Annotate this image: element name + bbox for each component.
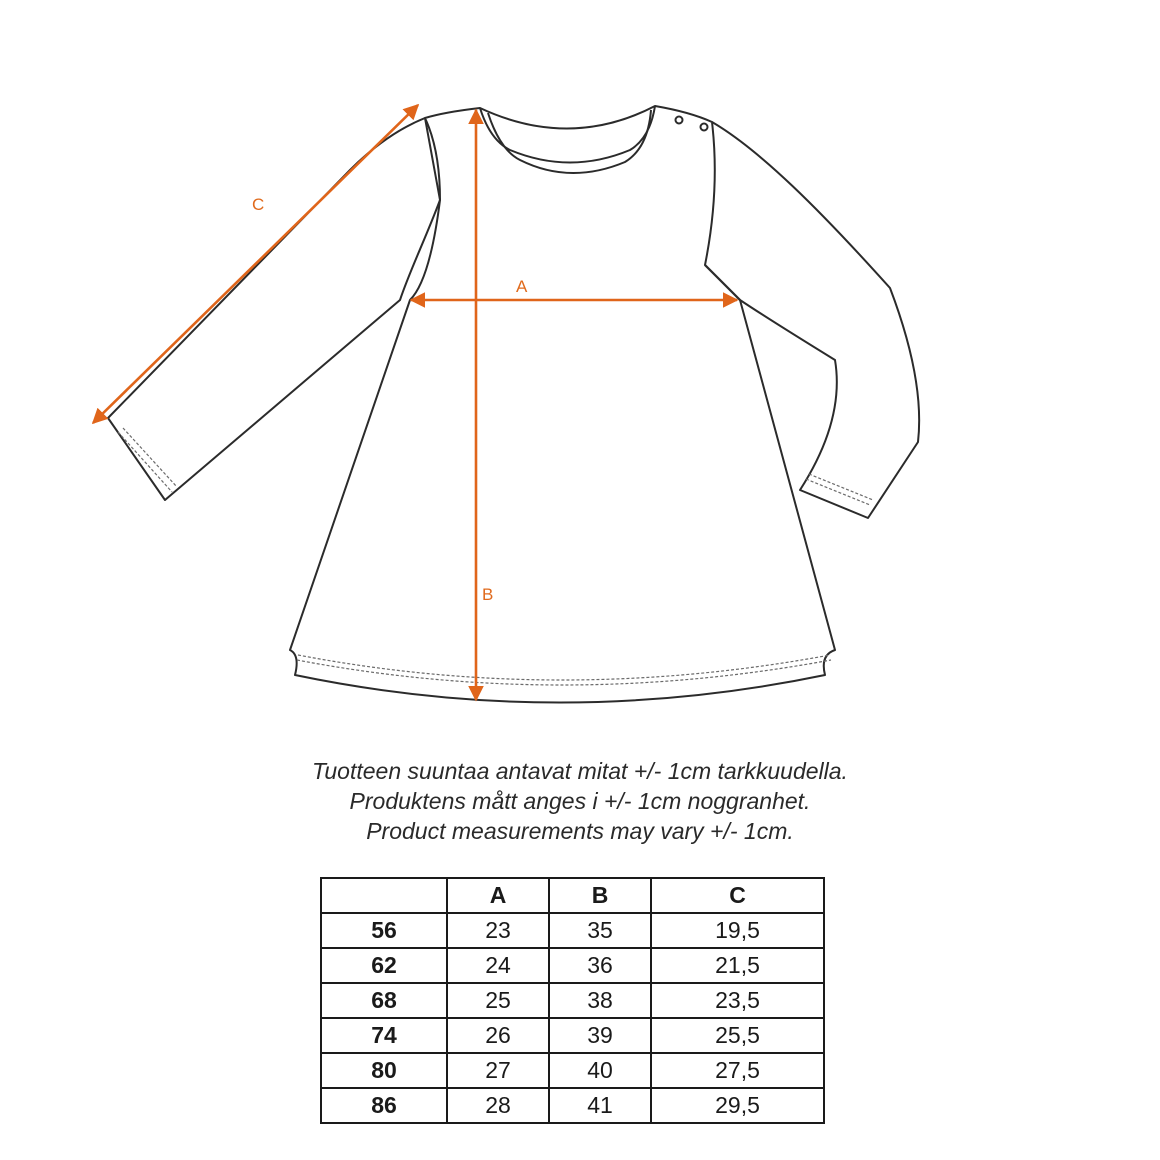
table-row: [321, 1053, 824, 1088]
right-sleeve: [705, 122, 919, 518]
measurement-notes: [0, 756, 1160, 846]
arrow-c: [93, 105, 418, 423]
dimension-arrows: [93, 105, 737, 700]
left-cuff-stitch: [118, 428, 177, 492]
neckline: [480, 106, 655, 163]
note-finnish: Tuotteen suuntaa antavat mitat +/- 1cm tarkkuudella.: [312, 758, 848, 784]
table-row: [321, 913, 824, 948]
value-c-cell: 19,5: [651, 913, 824, 948]
value-c-cell: 25,5: [651, 1018, 824, 1053]
size-cell: 62: [321, 948, 447, 983]
note-english: Product measurements may vary +/- 1cm.: [366, 818, 794, 844]
size-cell: 68: [321, 983, 447, 1018]
dress-body: [290, 106, 835, 703]
value-a-cell: 24: [447, 948, 549, 983]
value-c-cell: 23,5: [651, 983, 824, 1018]
value-b-cell: 41: [549, 1088, 651, 1123]
table-row: [321, 1018, 824, 1053]
value-b-cell: 38: [549, 983, 651, 1018]
note-swedish: Produktens mått anges i +/- 1cm noggranhet.: [349, 788, 811, 814]
table-row: [321, 948, 824, 983]
snap-button: [676, 117, 683, 124]
value-b-cell: 39: [549, 1018, 651, 1053]
right-cuff-stitch: [806, 474, 873, 505]
table-corner-cell: [321, 878, 447, 913]
size-cell: 56: [321, 913, 447, 948]
size-cell: 80: [321, 1053, 447, 1088]
label-a: A: [516, 277, 528, 296]
column-header-a: A: [447, 878, 549, 913]
size-cell: 74: [321, 1018, 447, 1053]
hem-stitch: [297, 655, 831, 685]
column-header-b: B: [549, 878, 651, 913]
value-b-cell: 36: [549, 948, 651, 983]
left-sleeve: [108, 118, 440, 500]
value-a-cell: 28: [447, 1088, 549, 1123]
size-cell: 86: [321, 1088, 447, 1123]
value-c-cell: 29,5: [651, 1088, 824, 1123]
size-table: [320, 877, 825, 1124]
table-row: [321, 983, 824, 1018]
value-b-cell: 40: [549, 1053, 651, 1088]
table-header-row: [321, 878, 824, 913]
dress-outline: [108, 106, 919, 703]
label-b: B: [482, 585, 494, 604]
value-a-cell: 23: [447, 913, 549, 948]
value-b-cell: 35: [549, 913, 651, 948]
snap-button: [701, 124, 708, 131]
table-row: [321, 1088, 824, 1123]
value-a-cell: 25: [447, 983, 549, 1018]
value-c-cell: 27,5: [651, 1053, 824, 1088]
value-c-cell: 21,5: [651, 948, 824, 983]
value-a-cell: 26: [447, 1018, 549, 1053]
column-header-c: C: [651, 878, 824, 913]
value-a-cell: 27: [447, 1053, 549, 1088]
label-c: C: [252, 195, 265, 214]
